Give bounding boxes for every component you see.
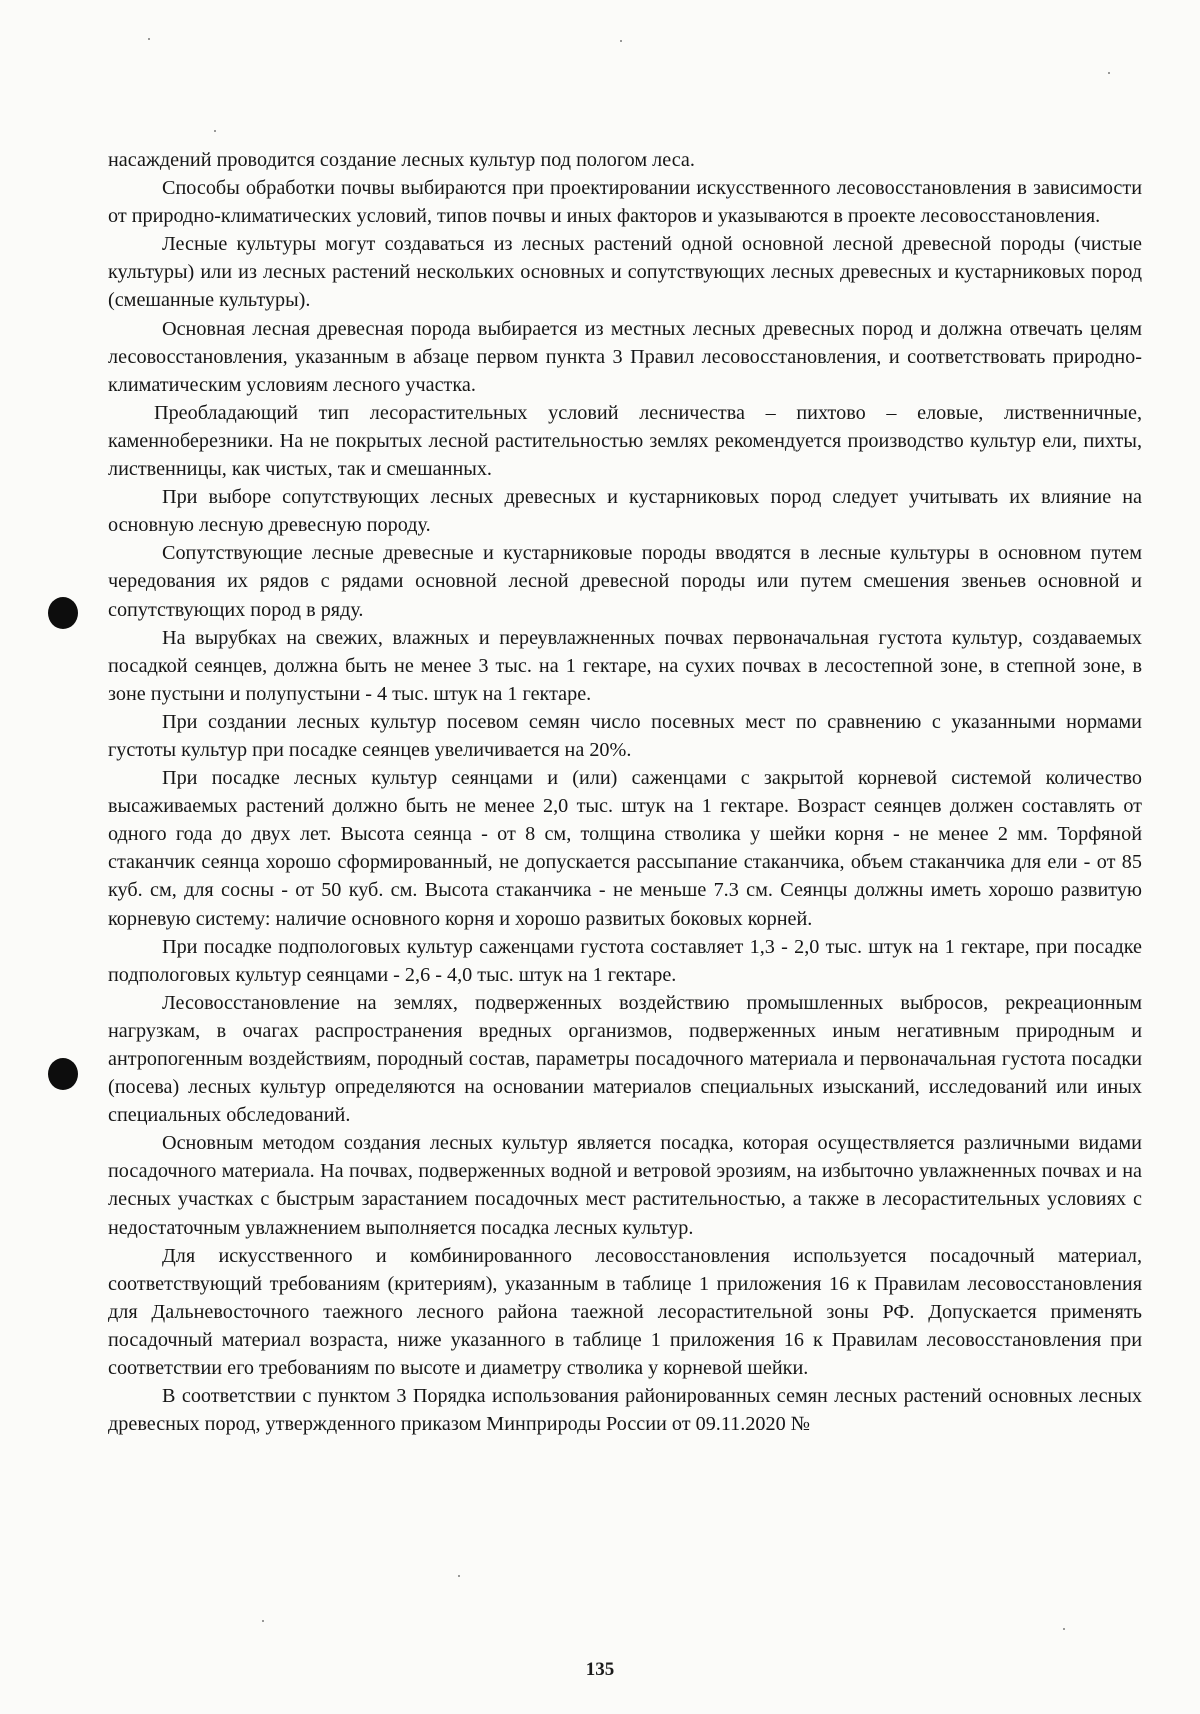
paragraph: Способы обработки почвы выбираются при проектировании искусственного лесовосстановления в зависимости от природно-климатических условий, типов почвы и иных факторов и указываются в проекте лесовосстановления.	[108, 177, 1142, 228]
scan-speck	[458, 1575, 460, 1577]
scan-speck	[620, 40, 622, 42]
paragraph: При посадке лесных культур сеянцами и (или) саженцами с закрытой корневой системой количество высаживаемых растений должно быть не менее 2,0 тыс. штук на 1 гектаре. Возраст сеянцев должен составлять от одного года до двух лет. Высота сеянца - от 8 см, толщина стволика у шейки корня - не менее 2 мм. Торфяной стаканчик сеянца хорошо сформированный, не допускается рассыпание стаканчика, объем стаканчика для ели - от 85 куб. см, для сосны - от 50 куб. см. Высота стаканчика - не меньше 7.3 см. Сеянцы должны иметь хорошо развитую корневую систему: наличие основного корня и хорошо развитых боковых корней.	[108, 767, 1142, 930]
scan-speck	[148, 38, 150, 40]
document-body	[108, 146, 1142, 1438]
paragraph: При создании лесных культур посевом семян число посевных мест по сравнению с указанными нормами густоты культур при посадке сеянцев увеличивается на 20%.	[108, 710, 1142, 761]
paragraph: Основная лесная древесная порода выбирается из местных лесных древесных пород и должна отвечать целям лесовосстановления, указанным в абзаце первом пункта 3 Правил лесовосстановления, и соответствовать природно-климатическим условиям лесного участка.	[108, 317, 1142, 396]
paragraph: При выборе сопутствующих лесных древесных и кустарниковых пород следует учитывать их влияние на основную лесную древесную породу.	[108, 486, 1142, 537]
page-number: 135	[585, 1659, 615, 1680]
paragraph: На вырубках на свежих, влажных и переувлажненных почвах первоначальная густота культур, создаваемых посадкой сеянцев, должна быть не менее 3 тыс. на 1 гектаре, на сухих почвах в лесостепной зоне, в степной зоне, в зоне пустыни и полупустыни - 4 тыс. штук на 1 гектаре.	[108, 626, 1142, 705]
paragraph: Лесовосстановление на землях, подверженных воздействию промышленных выбросов, рекреационным нагрузкам, в очагах распространения вредных организмов, подверженных иным негативным природным и антропогенным воздействиям, породный состав, параметры посадочного материала и первоначальная густота посадки (посева) лесных культур определяются на основании материалов специальных изысканий, исследований или иных специальных обследований.	[108, 991, 1142, 1127]
paragraph: Преобладающий тип лесорастительных условий лесничества – пихтово – еловые, лиственничные, каменноберезники. На не покрытых лесной растительностью землях рекомендуется производство культур ели, пихты, лиственницы, как чистых, так и смешанных.	[108, 401, 1142, 481]
paragraph: Лесные культуры могут создаваться из лесных растений одной основной лесной древесной породы (чистые культуры) или из лесных растений нескольких основных и сопутствующих лесных древесных и кустарниковых пород (смешанные культуры).	[108, 233, 1142, 312]
scan-speck	[214, 130, 216, 132]
paragraph: Основным методом создания лесных культур является посадка, которая осуществляется различными видами посадочного материала. На почвах, подверженных водной и ветровой эрозиям, на избыточно увлажненных почвах и на лесных участках с быстрым зарастанием посадочных мест растительностью, а также в лесорастительных условиях с недостаточным увлажнением выполняется посадка лесных культур.	[108, 1132, 1142, 1239]
paragraph: Сопутствующие лесные древесные и кустарниковые породы вводятся в лесные культуры в основном путем чередования их рядов с рядами основной лесной древесной породы или путем смешения звеньев основной и сопутствующих пород в ряду.	[108, 542, 1142, 621]
paragraph: В соответствии с пунктом 3 Порядка использования районированных семян лесных растений основных лесных древесных пород, утвержденного приказом Минприроды России от 09.11.2020 №	[108, 1385, 1142, 1436]
paragraph: насаждений проводится создание лесных культур под пологом леса.	[108, 149, 695, 171]
paragraph: При посадке подпологовых культур саженцами густота составляет 1,3 - 2,0 тыс. штук на 1 гектаре, при посадке подпологовых культур сеянцами - 2,6 - 4,0 тыс. штук на 1 гектаре.	[108, 935, 1142, 986]
punch-hole-mark	[48, 597, 78, 629]
paragraph: Для искусственного и комбинированного лесовосстановления используется посадочный материал, соответствующий требованиям (критериям), указанным в таблице 1 приложения 16 к Правилам лесовосстановления для Дальневосточного таежного лесного района таежной лесорастительной зоны РФ. Допускается применять посадочный материал возраста, ниже указанного в таблице 1 приложения 16 к Правилам лесовосстановления при соответствии его требованиям по высоте и диаметру стволика у корневой шейки.	[108, 1244, 1142, 1380]
punch-hole-mark	[48, 1058, 78, 1090]
scan-speck	[262, 1620, 264, 1622]
scan-speck	[1063, 1628, 1065, 1630]
scan-speck	[1108, 72, 1110, 74]
